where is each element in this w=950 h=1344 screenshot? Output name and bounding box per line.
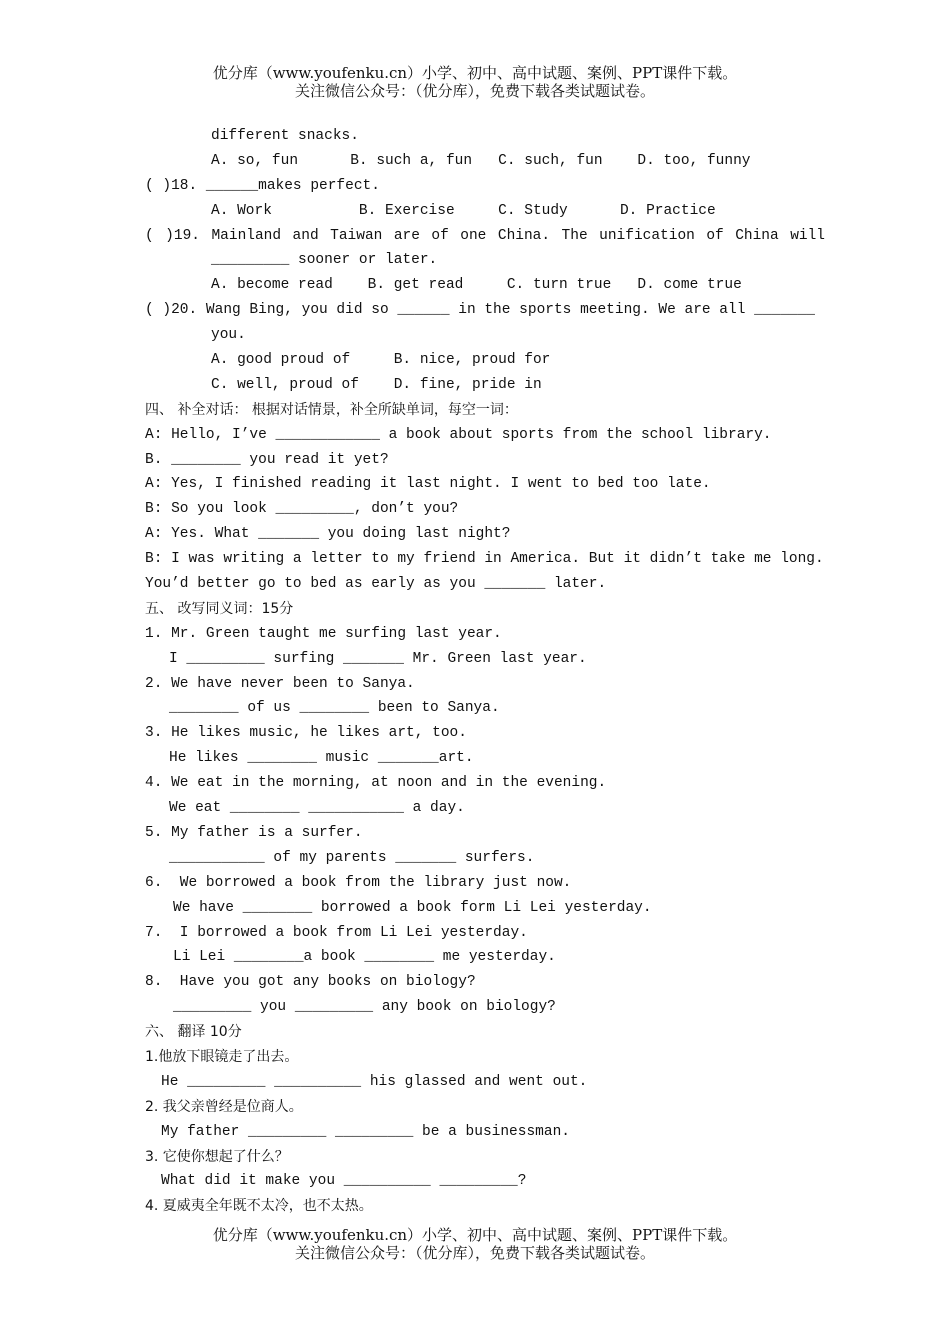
text-line-content: You’d better go to bed as early as you _______ later. bbox=[145, 576, 607, 593]
text-line-content: ( )18. ______makes perfect. bbox=[145, 177, 380, 194]
footer-line-2: 关注微信公众号：（优分库），免费下载各类试题试卷。 bbox=[294, 1244, 655, 1262]
text-line bbox=[145, 522, 825, 547]
text-line-content: C. well, proud of D. fine, pride in bbox=[211, 376, 542, 393]
text-line-content: He likes ________ music _______art. bbox=[169, 750, 474, 767]
text-line-content: _________ sooner or later. bbox=[211, 252, 438, 269]
text-line bbox=[145, 572, 825, 597]
text-line bbox=[145, 1194, 825, 1219]
text-line-content: 3. 它使你想起了什么？ bbox=[145, 1148, 289, 1165]
text-line-content: A: Yes. What _______ you doing last night? bbox=[145, 526, 511, 543]
text-line bbox=[145, 921, 825, 946]
text-line bbox=[145, 174, 825, 199]
footer-line-1: 优分库（www.youfenku.cn）小学、初中、高中试题、案例、PPT课件下载。 bbox=[212, 1226, 738, 1244]
text-line bbox=[145, 497, 825, 522]
text-line bbox=[145, 622, 825, 647]
text-line-content: ( )19. Mainland and Taiwan are of one China. The unification of China will bbox=[145, 227, 825, 244]
text-line-content: ________ of us ________ been to Sanya. bbox=[169, 700, 500, 717]
text-line-content: We eat ________ ___________ a day. bbox=[169, 800, 465, 817]
text-line-content: A. so, fun B. such a, fun C. such, fun D. too, funny bbox=[211, 152, 751, 169]
text-line-content: B: So you look _________, don’t you? bbox=[145, 501, 459, 518]
document-body bbox=[145, 124, 825, 1219]
header-line-2: 关注微信公众号：（优分库），免费下载各类试题试卷。 bbox=[294, 82, 655, 100]
text-line bbox=[145, 448, 825, 473]
page-footer bbox=[0, 1226, 950, 1262]
text-line bbox=[145, 970, 825, 995]
text-line bbox=[145, 846, 825, 871]
text-line bbox=[145, 199, 825, 224]
text-line-content: 6. We borrowed a book from the library just now. bbox=[145, 874, 572, 891]
text-line-content: you. bbox=[211, 327, 246, 344]
text-line-content: 五、 改写同义词：15分 bbox=[145, 600, 294, 617]
text-line bbox=[145, 124, 825, 149]
text-line bbox=[145, 871, 825, 896]
text-line-content: ( )20. Wang Bing, you did so ______ in the sports meeting. We are all _______ bbox=[145, 302, 816, 319]
text-line bbox=[145, 821, 825, 846]
text-line bbox=[145, 1169, 825, 1194]
text-line-content: 六、 翻译 10分 bbox=[145, 1024, 242, 1041]
page-header bbox=[0, 64, 950, 100]
text-line bbox=[145, 746, 825, 771]
text-line-content: A. Work B. Exercise C. Study D. Practice bbox=[211, 202, 716, 219]
text-line-content: 4. 夏威夷全年既不太冷，也不太热。 bbox=[145, 1198, 373, 1215]
text-line-content: 1.他放下眼镜走了出去。 bbox=[145, 1048, 299, 1065]
text-line bbox=[145, 298, 825, 323]
text-line-content: B. ________ you read it yet? bbox=[145, 451, 389, 468]
text-line-content: Li Lei ________a book ________ me yesterday. bbox=[173, 949, 556, 966]
text-line bbox=[145, 1045, 825, 1070]
text-line-content: A. become read B. get read C. turn true D. come true bbox=[211, 277, 742, 294]
text-line bbox=[145, 273, 825, 298]
text-line-content: He _________ __________ his glassed and went out. bbox=[161, 1073, 588, 1090]
text-line-content: I _________ surfing _______ Mr. Green last year. bbox=[169, 650, 587, 667]
text-line bbox=[145, 472, 825, 497]
text-line-content: 四、 补全对话： 根据对话情景，补全所缺单词，每空一词： bbox=[145, 401, 518, 418]
text-line-content: different snacks. bbox=[211, 128, 359, 144]
header-line-1: 优分库（www.youfenku.cn）小学、初中、高中试题、案例、PPT课件下载。 bbox=[212, 64, 738, 82]
text-line-content: A: Hello, I’ve ____________ a book about sports from the school library. bbox=[145, 426, 772, 443]
text-line bbox=[145, 696, 825, 721]
text-line bbox=[145, 672, 825, 697]
text-line bbox=[145, 248, 825, 273]
text-line bbox=[145, 423, 825, 448]
text-line-content: What did it make you __________ _________? bbox=[161, 1173, 527, 1190]
text-line-content: ___________ of my parents _______ surfers. bbox=[169, 849, 535, 866]
text-line bbox=[145, 348, 825, 373]
text-line bbox=[145, 398, 825, 423]
text-line bbox=[145, 323, 825, 348]
text-line bbox=[145, 647, 825, 672]
text-line bbox=[145, 224, 825, 249]
text-line bbox=[145, 796, 825, 821]
text-line bbox=[145, 721, 825, 746]
text-line bbox=[145, 597, 825, 622]
text-line bbox=[145, 547, 825, 572]
text-line-content: 5. My father is a surfer. bbox=[145, 824, 363, 841]
text-line-content: 2. We have never been to Sanya. bbox=[145, 675, 415, 692]
text-line-content: 7. I borrowed a book from Li Lei yesterday. bbox=[145, 924, 528, 941]
text-line-content: 1. Mr. Green taught me surfing last year. bbox=[145, 625, 502, 642]
text-line bbox=[145, 1020, 825, 1045]
text-line bbox=[145, 149, 825, 174]
text-line bbox=[145, 1070, 825, 1095]
text-line bbox=[145, 945, 825, 970]
text-line bbox=[145, 995, 825, 1020]
text-line-content: B: I was writing a letter to my friend in America. But it didn’t take me long. bbox=[145, 551, 824, 568]
text-line-content: A: Yes, I finished reading it last night. I went to bed too late. bbox=[145, 476, 711, 493]
text-line-content: A. good proud of B. nice, proud for bbox=[211, 352, 551, 369]
text-line bbox=[145, 1120, 825, 1145]
text-line bbox=[145, 373, 825, 398]
text-line-content: 8. Have you got any books on biology? bbox=[145, 974, 476, 991]
text-line-content: 2. 我父亲曾经是位商人。 bbox=[145, 1098, 303, 1115]
text-line-content: My father _________ _________ be a businessman. bbox=[161, 1123, 570, 1140]
text-line-content: We have ________ borrowed a book form Li Lei yesterday. bbox=[173, 899, 652, 916]
text-line-content: 4. We eat in the morning, at noon and in the evening. bbox=[145, 775, 607, 792]
text-line-content: _________ you _________ any book on biology? bbox=[173, 999, 556, 1016]
text-line bbox=[145, 1095, 825, 1120]
text-line bbox=[145, 896, 825, 921]
text-line bbox=[145, 1145, 825, 1170]
text-line-content: 3. He likes music, he likes art, too. bbox=[145, 725, 467, 742]
text-line bbox=[145, 771, 825, 796]
